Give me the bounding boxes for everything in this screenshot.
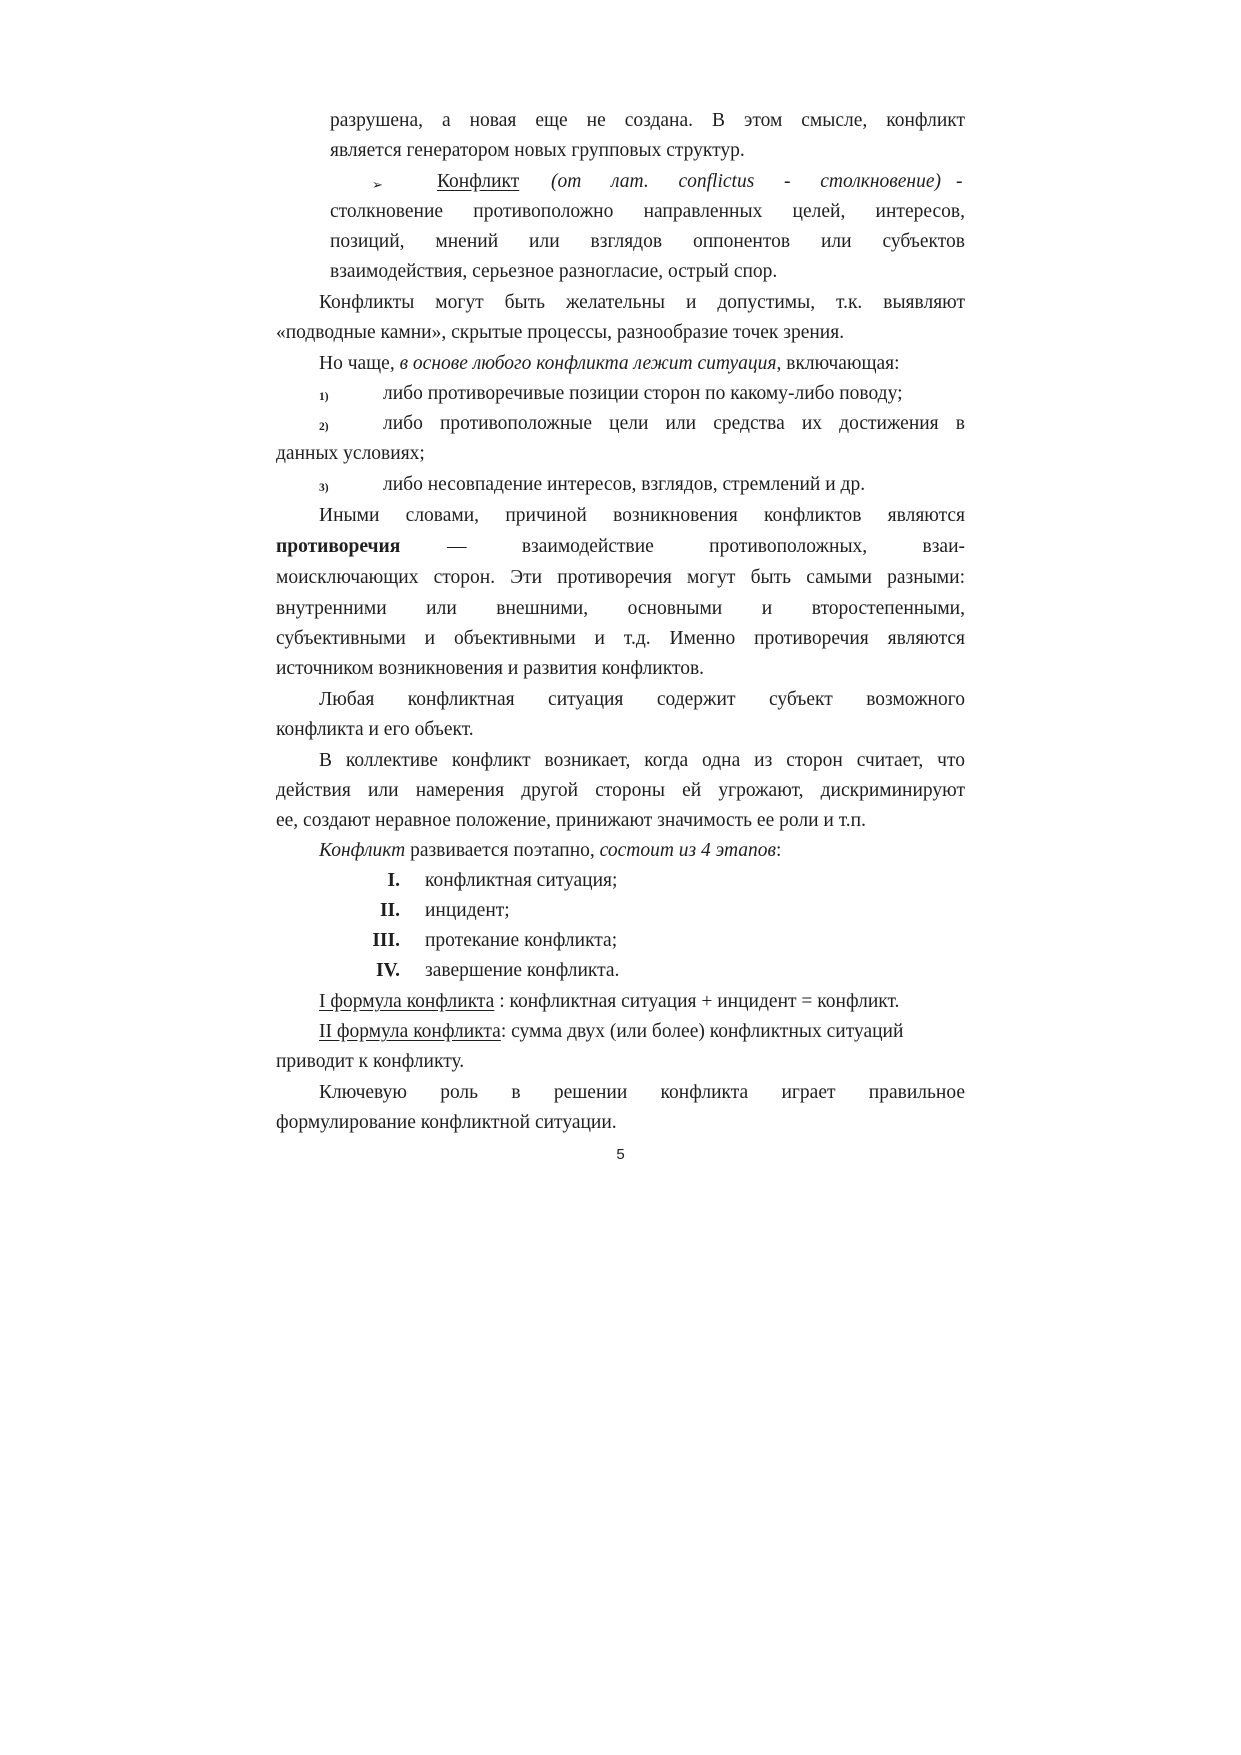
- stage-text: завершение конфликта.: [425, 960, 620, 981]
- para-contradictions-line-4: внутренними или внешними, основными и второстепенными,: [276, 598, 965, 619]
- para-any-line-2: конфликта и его объект.: [276, 719, 474, 740]
- stage-number: IV.: [375, 960, 400, 981]
- definition-dash: -: [956, 171, 963, 192]
- intro-line-2: является генератором новых групповых структур.: [330, 140, 745, 161]
- condition-text: либо противоречивые позиции сторон по какому-либо поводу;: [383, 383, 903, 404]
- para-any-line-1: Любая конфликтная ситуация содержит субъект возможного: [319, 689, 965, 710]
- formula-2-label: II формула конфликта: [319, 1021, 501, 1042]
- intro-line-1: разрушена, а новая еще не создана. В этом смысле, конфликт: [330, 110, 965, 131]
- definition-line-2: позиций, мнений или взглядов оппонентов или субъектов: [330, 231, 965, 252]
- stage-text: инцидент;: [425, 900, 510, 921]
- para-stages-end: :: [776, 840, 782, 861]
- para-basis-suffix: , включающая:: [776, 353, 900, 374]
- stage-number: II.: [379, 900, 400, 921]
- para-collective-line-1: В коллективе конфликт возникает, когда одна из сторон считает, что: [319, 750, 965, 771]
- definition-origin: (от лат. conflictus - столкновение): [551, 171, 941, 192]
- stage-item: [340, 956, 619, 986]
- condition-number: 2): [319, 421, 329, 433]
- para-stages-middle: развивается поэтапно,: [405, 840, 600, 861]
- definition-line-3: взаимодействия, серьезное разногласие, острый спор.: [330, 261, 778, 282]
- para-stages-italic-2: состоит из 4 этапов: [599, 840, 777, 861]
- bold-term-contradictions: противоречия: [276, 536, 401, 557]
- formula-1-label: I формула конфликта: [319, 991, 495, 1012]
- para-basis: [319, 349, 900, 379]
- condition-text-continued: данных условиях;: [276, 443, 425, 464]
- formula-2-text: : сумма двух (или более) конфликтных ситуаций: [500, 1021, 904, 1042]
- para-basis-italic: в основе любого конфликта лежит ситуация: [399, 353, 777, 374]
- para-desirable-line-1: Конфликты могут быть желательны и допустимы, т.к. выявляют: [319, 292, 965, 313]
- condition-number: 3): [319, 482, 329, 494]
- formula-2-line-2: приводит к конфликту.: [276, 1051, 465, 1072]
- stage-text: протекание конфликта;: [425, 930, 618, 951]
- formula-1-text: : конфликтная ситуация + инцидент = конфликт.: [494, 991, 900, 1012]
- para-contradictions-line-6: источником возникновения и развития конфликтов.: [276, 658, 705, 679]
- definition-term: Конфликт: [437, 171, 520, 192]
- formula-2: [319, 1017, 903, 1047]
- stage-text: конфликтная ситуация;: [425, 870, 618, 891]
- para-desirable-line-2: «подводные камни», скрытые процессы, разнообразие точек зрения.: [276, 322, 845, 343]
- stage-item: [340, 896, 510, 926]
- stage-item: [340, 866, 617, 896]
- formula-1: [319, 987, 899, 1017]
- para-contradictions-line-3: моисключающих сторон. Эти противоречия могут быть самыми разными:: [276, 567, 965, 588]
- arrow-bullet-icon: ➢: [372, 177, 383, 192]
- stage-number: I.: [387, 870, 400, 891]
- para-stages: [319, 836, 781, 866]
- para-contradictions-line-1: Иными словами, причиной возникновения конфликтов являются: [319, 505, 965, 526]
- condition-number: 1): [319, 391, 329, 403]
- para-stages-italic-1: Конфликт: [319, 840, 406, 861]
- condition-text: либо несовпадение интересов, взглядов, стремлений и др.: [383, 474, 866, 495]
- definition-line-1: столкновение противоположно направленных целей, интересов,: [330, 201, 965, 222]
- page-number: 5: [616, 1146, 625, 1163]
- definition-term-line: [437, 167, 519, 197]
- para-collective-line-2: действия или намерения другой стороны ей угрожают, дискриминируют: [276, 780, 965, 801]
- para-contradictions-line-5: субъективными и объективными и т.д. Именно противоречия являются: [276, 628, 965, 649]
- para-key-line-2: формулирование конфликтной ситуации.: [276, 1112, 617, 1133]
- para-basis-prefix: Но чаще,: [319, 353, 400, 374]
- condition-text: либо противоположные цели или средства их достижения в: [383, 413, 965, 434]
- para-key-line-1: Ключевую роль в решении конфликта играет правильное: [319, 1082, 965, 1103]
- para-collective-line-3: ее, создают неравное положение, принижают значимость ее роли и т.п.: [276, 810, 866, 831]
- stage-item: [340, 926, 617, 956]
- stage-number: III.: [372, 930, 400, 951]
- para-contradictions-line-2: — взаимодействие противоположных, взаи-: [447, 536, 965, 557]
